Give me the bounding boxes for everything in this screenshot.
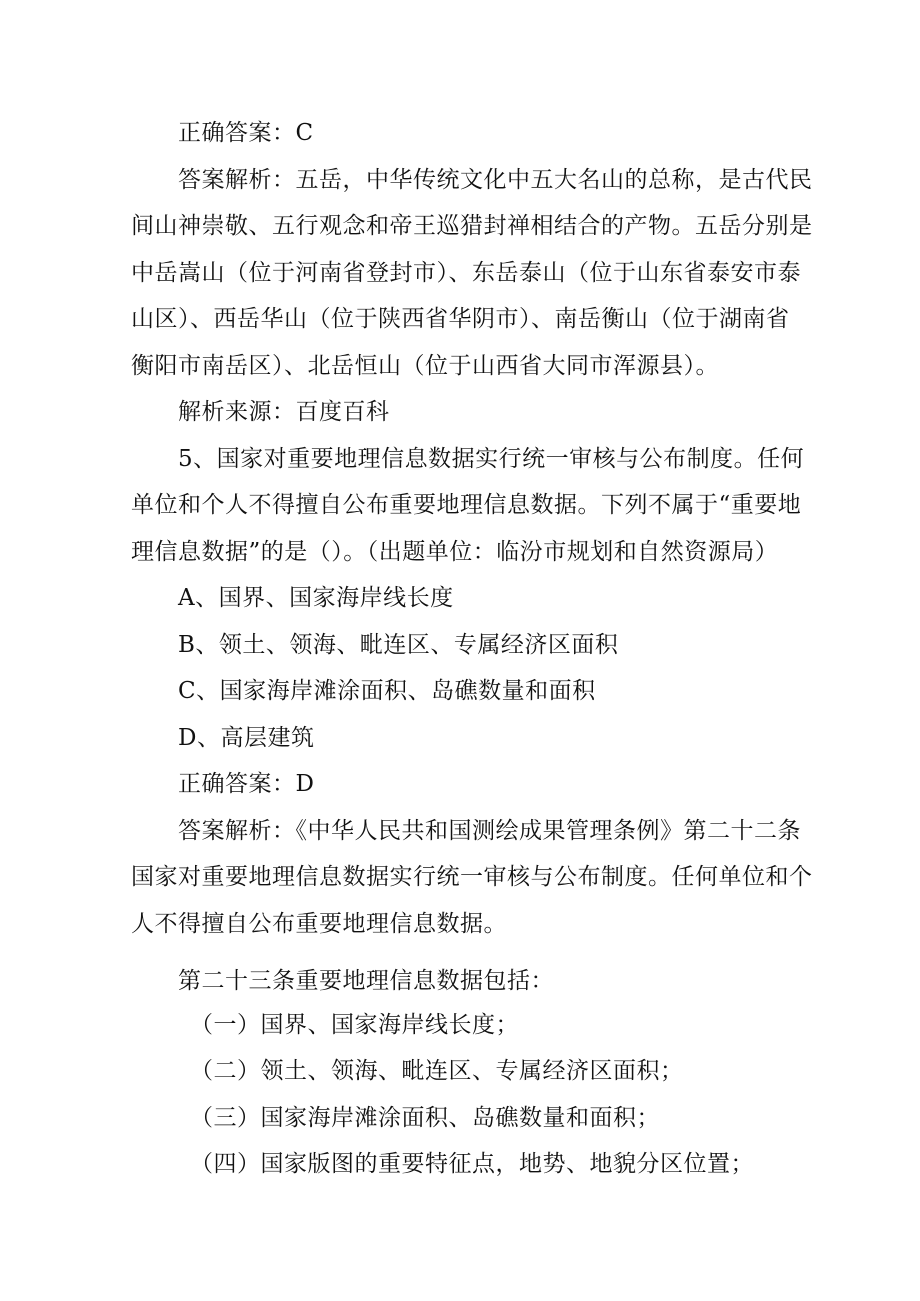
explanation-q4-line4: 山区）、西岳华山（位于陕西省华阴市）、南岳衡山（位于湖南省: [131, 306, 790, 332]
article-item-1: （一）国界、国家海岸线长度；: [190, 1012, 519, 1038]
question-5-line3: 理信息数据”的是（）。（出题单位：临汾市规划和自然资源局）: [131, 539, 779, 565]
article-23-heading: 第二十三条重要地理信息数据包括：: [178, 968, 554, 994]
answer-line-q5: 正确答案：D: [178, 771, 315, 797]
question-5-line1: 5、国家对重要地理信息数据实行统一审核与公布制度。任何: [178, 446, 805, 472]
explanation-q4-line3: 中岳嵩山（位于河南省登封市）、东岳泰山（位于山东省泰安市泰: [131, 260, 801, 286]
answer-line-q4: 正确答案：C: [178, 120, 314, 146]
question-5-line2: 单位和个人不得擅自公布重要地理信息数据。下列不属于“重要地: [131, 492, 802, 518]
explanation-q5-line3: 人不得擅自公布重要地理信息数据。: [131, 911, 507, 937]
source-line-q4: 解析来源：百度百科: [178, 399, 390, 425]
article-item-4: （四）国家版图的重要特征点，地势、地貌分区位置；: [190, 1151, 754, 1177]
article-item-2: （二）领土、领海、毗连区、专属经济区面积；: [190, 1058, 684, 1084]
option-c: C、国家海岸滩涂面积、岛礁数量和面积: [178, 678, 596, 704]
explanation-q5-line1: 答案解析：《中华人民共和国测绘成果管理条例》第二十二条: [178, 818, 801, 844]
option-d: D、高层建筑: [178, 725, 315, 751]
option-b: B、领土、领海、毗连区、专属经济区面积: [178, 632, 619, 658]
explanation-q5-line2: 国家对重要地理信息数据实行统一审核与公布制度。任何单位和个: [131, 864, 813, 890]
explanation-q4-line2: 间山神崇敬、五行观念和帝王巡猎封禅相结合的产物。五岳分别是: [131, 213, 813, 239]
article-item-3: （三）国家海岸滩涂面积、岛礁数量和面积；: [190, 1105, 660, 1131]
option-a: A、国界、国家海岸线长度: [178, 585, 454, 611]
explanation-q4-line5: 衡阳市南岳区）、北岳恒山（位于山西省大同市浑源县）。: [131, 353, 719, 379]
explanation-q4-line1: 答案解析：五岳，中华传统文化中五大名山的总称，是古代民: [178, 167, 813, 193]
